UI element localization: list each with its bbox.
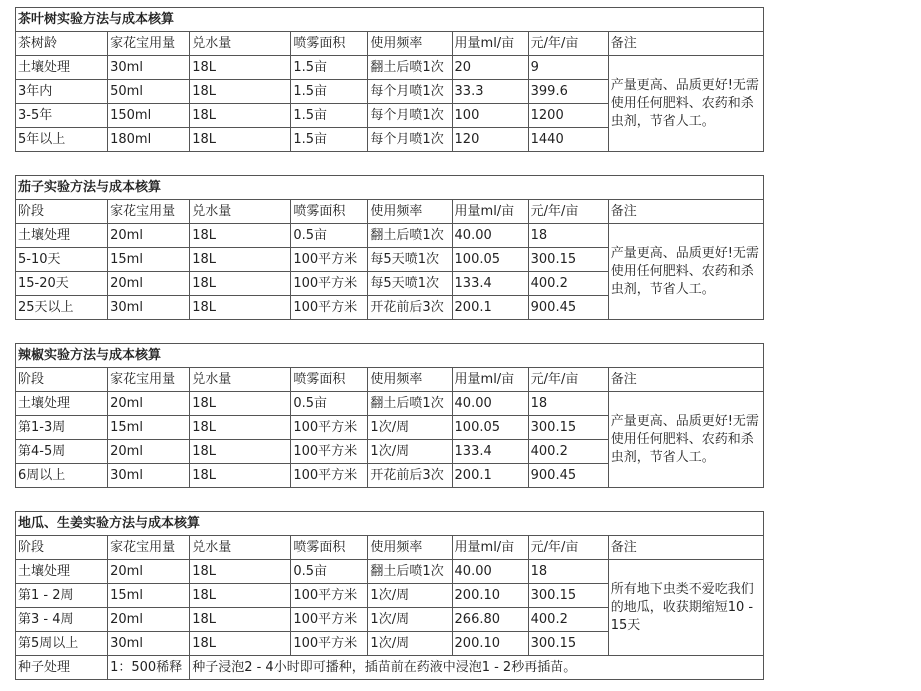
table-cell: 100平方米 [291, 608, 368, 632]
table-cell: 400.2 [528, 272, 608, 296]
table-cell: 第5周以上 [16, 632, 108, 656]
table-cell: 每个月喷1次 [368, 104, 452, 128]
table-cell: 15ml [108, 248, 190, 272]
column-header: 阶段 [16, 536, 108, 560]
table-cell: 18L [190, 272, 291, 296]
column-header: 兑水量 [190, 200, 291, 224]
table-cell: 每个月喷1次 [368, 128, 452, 152]
table-cell: 18L [190, 56, 291, 80]
table-cell: 1.5亩 [291, 128, 368, 152]
table-title-row [16, 176, 764, 200]
seed-treatment-text: 种子浸泡2 - 4小时即可播种，插苗前在药液中浸泡1 - 2秒再插苗。 [190, 656, 764, 680]
table-cell: 200.10 [452, 584, 528, 608]
cost-table-tea [15, 7, 764, 152]
table-cell: 100平方米 [291, 632, 368, 656]
table-cell: 100平方米 [291, 440, 368, 464]
table-cell: 30ml [108, 296, 190, 320]
table-cell: 300.15 [528, 416, 608, 440]
table-title-row [16, 8, 764, 32]
table-cell: 100平方米 [291, 272, 368, 296]
section-title: 地瓜、生姜实验方法与成本核算 [16, 512, 764, 536]
table-cell: 33.3 [452, 80, 528, 104]
table-cell: 第1 - 2周 [16, 584, 108, 608]
table-cell: 18L [190, 224, 291, 248]
table-cell: 翻土后喷1次 [368, 392, 452, 416]
table-cell: 第1-3周 [16, 416, 108, 440]
note-cell: 产量更高、品质更好!无需使用任何肥料、农药和杀虫剂，节省人工。 [608, 224, 763, 320]
column-header: 喷雾面积 [291, 536, 368, 560]
table-row [16, 56, 764, 80]
table-cell: 每5天喷1次 [368, 272, 452, 296]
table-cell: 20ml [108, 224, 190, 248]
column-header: 使用频率 [368, 536, 452, 560]
table-cell: 20ml [108, 440, 190, 464]
table-row [16, 224, 764, 248]
table-cell: 18L [190, 560, 291, 584]
table-cell: 18L [190, 632, 291, 656]
table-row [16, 560, 764, 584]
table-cell: 20ml [108, 392, 190, 416]
table-cell: 40.00 [452, 392, 528, 416]
table-cell: 18L [190, 104, 291, 128]
section-title: 辣椒实验方法与成本核算 [16, 344, 764, 368]
column-header: 兑水量 [190, 32, 291, 56]
column-header: 元/年/亩 [528, 200, 608, 224]
table-title-row [16, 512, 764, 536]
column-header: 用量ml/亩 [452, 32, 528, 56]
table-cell: 翻土后喷1次 [368, 560, 452, 584]
table-cell: 400.2 [528, 440, 608, 464]
column-header: 使用频率 [368, 32, 452, 56]
table-cell: 200.1 [452, 296, 528, 320]
table-cell: 18L [190, 584, 291, 608]
table-cell: 1次/周 [368, 632, 452, 656]
table-cell: 6周以上 [16, 464, 108, 488]
column-header: 兑水量 [190, 368, 291, 392]
table-cell: 30ml [108, 632, 190, 656]
column-header: 家花宝用量 [108, 32, 190, 56]
cost-table-eggplant [15, 175, 764, 320]
table-cell: 133.4 [452, 272, 528, 296]
table-cell: 15ml [108, 416, 190, 440]
table-cell: 18L [190, 416, 291, 440]
table-cell: 20ml [108, 272, 190, 296]
column-header: 备注 [608, 536, 763, 560]
table-cell: 翻土后喷1次 [368, 56, 452, 80]
table-cell: 120 [452, 128, 528, 152]
table-cell: 18 [528, 560, 608, 584]
column-header: 阶段 [16, 200, 108, 224]
column-header: 用量ml/亩 [452, 200, 528, 224]
table-cell: 3-5年 [16, 104, 108, 128]
table-cell: 翻土后喷1次 [368, 224, 452, 248]
table-cell: 20ml [108, 608, 190, 632]
table-cell: 200.10 [452, 632, 528, 656]
column-header: 茶树龄 [16, 32, 108, 56]
table-cell: 18L [190, 296, 291, 320]
column-header: 家花宝用量 [108, 200, 190, 224]
table-cell: 土壤处理 [16, 560, 108, 584]
column-header: 元/年/亩 [528, 368, 608, 392]
table-cell: 5-10天 [16, 248, 108, 272]
table-cell: 18L [190, 392, 291, 416]
table-cell: 1：500稀释 [108, 656, 190, 680]
table-cell: 15ml [108, 584, 190, 608]
column-header: 喷雾面积 [291, 200, 368, 224]
table-cell: 开花前后3次 [368, 296, 452, 320]
table-cell: 18L [190, 128, 291, 152]
table-cell: 1.5亩 [291, 104, 368, 128]
table-cell: 900.45 [528, 464, 608, 488]
table-cell: 100平方米 [291, 584, 368, 608]
table-cell: 土壤处理 [16, 56, 108, 80]
table-cell: 9 [528, 56, 608, 80]
note-cell: 产量更高、品质更好!无需使用任何肥料、农药和杀虫剂，节省人工。 [608, 56, 763, 152]
table-cell: 40.00 [452, 560, 528, 584]
table-cell: 400.2 [528, 608, 608, 632]
table-cell: 133.4 [452, 440, 528, 464]
table-cell: 266.80 [452, 608, 528, 632]
section-title: 茄子实验方法与成本核算 [16, 176, 764, 200]
table-cell: 1.5亩 [291, 80, 368, 104]
table-cell: 18L [190, 80, 291, 104]
table-cell: 1次/周 [368, 416, 452, 440]
table-cell: 100平方米 [291, 248, 368, 272]
table-header-row [16, 536, 764, 560]
column-header: 元/年/亩 [528, 536, 608, 560]
table-cell: 30ml [108, 464, 190, 488]
table-cell: 开花前后3次 [368, 464, 452, 488]
note-cell: 产量更高、品质更好!无需使用任何肥料、农药和杀虫剂，节省人工。 [608, 392, 763, 488]
seed-treatment-row [16, 656, 764, 680]
table-cell: 1440 [528, 128, 608, 152]
table-cell: 20ml [108, 560, 190, 584]
column-header: 阶段 [16, 368, 108, 392]
table-title-row [16, 344, 764, 368]
table-cell: 150ml [108, 104, 190, 128]
table-cell: 1200 [528, 104, 608, 128]
table-row [16, 392, 764, 416]
note-cell: 所有地下虫类不爱吃我们的地瓜，收获期缩短10 - 15天 [608, 560, 763, 656]
table-cell: 5年以上 [16, 128, 108, 152]
column-header: 备注 [608, 368, 763, 392]
table-cell: 18L [190, 440, 291, 464]
table-cell: 1.5亩 [291, 56, 368, 80]
table-cell: 20 [452, 56, 528, 80]
table-cell: 300.15 [528, 632, 608, 656]
table-cell: 18L [190, 608, 291, 632]
table-cell: 18 [528, 224, 608, 248]
table-cell: 40.00 [452, 224, 528, 248]
table-cell: 15-20天 [16, 272, 108, 296]
table-cell: 30ml [108, 56, 190, 80]
table-cell: 100平方米 [291, 416, 368, 440]
table-cell: 18 [528, 392, 608, 416]
column-header: 喷雾面积 [291, 368, 368, 392]
column-header: 用量ml/亩 [452, 368, 528, 392]
column-header: 备注 [608, 32, 763, 56]
column-header: 使用频率 [368, 368, 452, 392]
table-cell: 0.5亩 [291, 560, 368, 584]
table-cell: 100平方米 [291, 464, 368, 488]
table-cell: 300.15 [528, 584, 608, 608]
table-cell: 100.05 [452, 248, 528, 272]
cost-table-pepper [15, 343, 764, 488]
column-header: 家花宝用量 [108, 536, 190, 560]
table-cell: 0.5亩 [291, 392, 368, 416]
column-header: 兑水量 [190, 536, 291, 560]
table-header-row [16, 32, 764, 56]
table-cell: 第3 - 4周 [16, 608, 108, 632]
table-cell: 300.15 [528, 248, 608, 272]
table-cell: 土壤处理 [16, 392, 108, 416]
table-cell: 第4-5周 [16, 440, 108, 464]
table-cell: 200.1 [452, 464, 528, 488]
cost-table-sweet-potato-ginger [15, 511, 764, 680]
table-cell: 399.6 [528, 80, 608, 104]
table-cell: 25天以上 [16, 296, 108, 320]
table-cell: 1次/周 [368, 608, 452, 632]
table-cell: 900.45 [528, 296, 608, 320]
column-header: 用量ml/亩 [452, 536, 528, 560]
table-cell: 种子处理 [16, 656, 108, 680]
table-cell: 0.5亩 [291, 224, 368, 248]
table-cell: 3年内 [16, 80, 108, 104]
column-header: 使用频率 [368, 200, 452, 224]
table-cell: 1次/周 [368, 440, 452, 464]
column-header: 喷雾面积 [291, 32, 368, 56]
table-cell: 100 [452, 104, 528, 128]
table-cell: 1次/周 [368, 584, 452, 608]
table-cell: 18L [190, 464, 291, 488]
table-cell: 180ml [108, 128, 190, 152]
column-header: 家花宝用量 [108, 368, 190, 392]
table-header-row [16, 368, 764, 392]
table-cell: 50ml [108, 80, 190, 104]
table-header-row [16, 200, 764, 224]
section-title: 茶叶树实验方法与成本核算 [16, 8, 764, 32]
column-header: 元/年/亩 [528, 32, 608, 56]
table-cell: 土壤处理 [16, 224, 108, 248]
table-cell: 每5天喷1次 [368, 248, 452, 272]
table-cell: 每个月喷1次 [368, 80, 452, 104]
column-header: 备注 [608, 200, 763, 224]
table-cell: 100平方米 [291, 296, 368, 320]
table-cell: 18L [190, 248, 291, 272]
table-cell: 100.05 [452, 416, 528, 440]
